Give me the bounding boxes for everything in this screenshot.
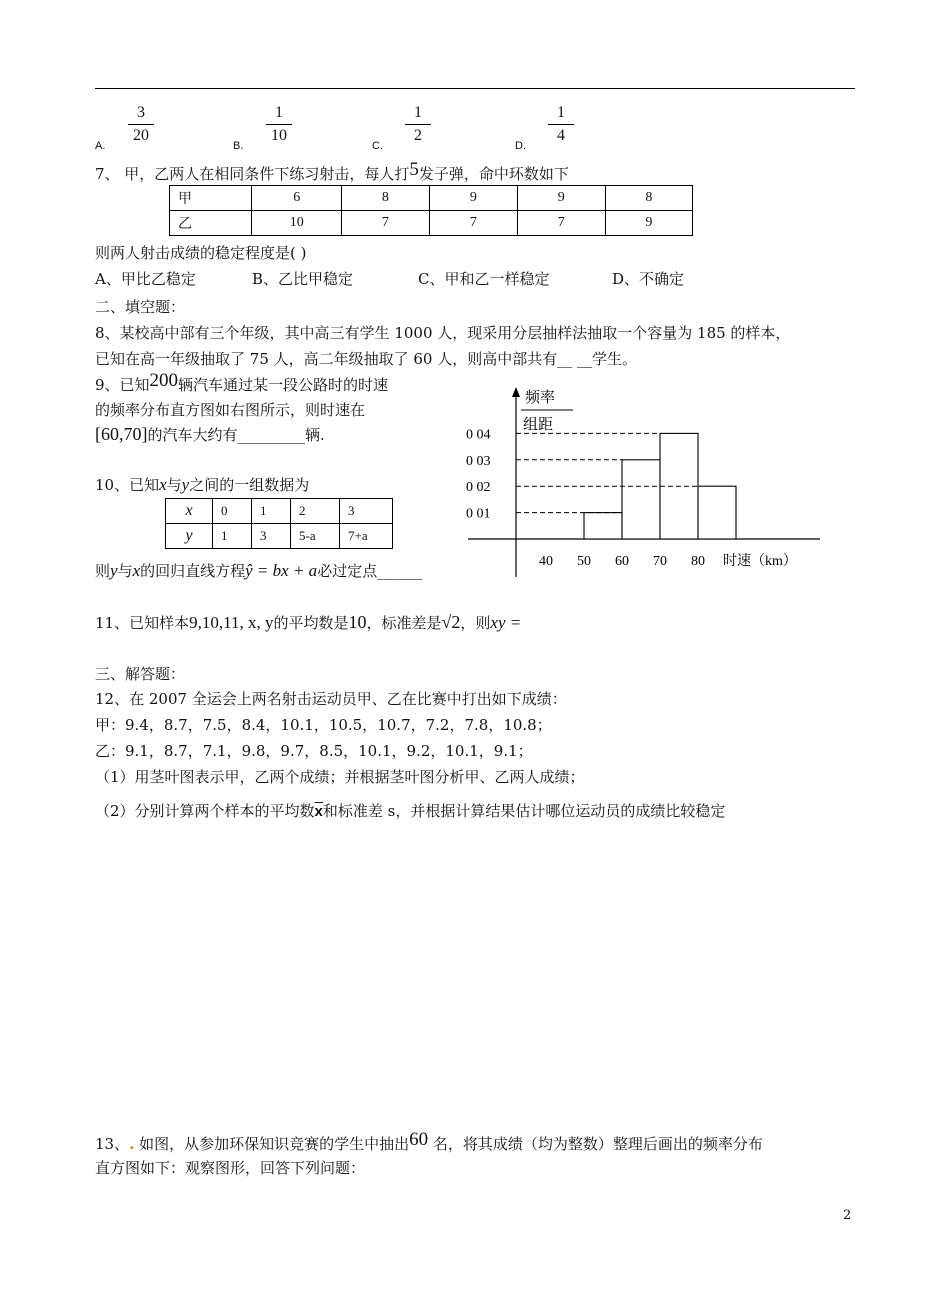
q13-b: 抽出	[379, 1135, 410, 1153]
table-cell: 1	[252, 499, 291, 524]
table-row	[170, 186, 693, 211]
q9-line3-text: 的汽车大约有_________辆.	[147, 426, 325, 444]
table-cell: 7	[341, 211, 429, 236]
y-tick-label: 0 04	[466, 427, 491, 443]
q7-option: A、甲比乙稳定	[95, 270, 196, 288]
q7-question: 则两人射击成绩的稳定程度是( )	[95, 244, 307, 262]
table-cell: 8	[341, 186, 429, 211]
q12-part2-a: （2）分别计算两个样本的平均数	[95, 802, 315, 820]
q10-ask-d: 必过定点______	[317, 562, 423, 580]
q9-car-count: 200	[149, 370, 179, 391]
q7-score-table	[169, 185, 693, 236]
q7-stem	[95, 159, 569, 185]
table-cell: 7+a	[340, 524, 393, 549]
q9-line1	[95, 370, 389, 396]
y-tick-label: 0 02	[466, 480, 491, 496]
fraction-numerator: 1	[275, 104, 283, 121]
fraction-denominator: 2	[414, 127, 422, 144]
q11-pre: 11、已知样本	[95, 614, 190, 632]
q7-shot-count: 5	[409, 159, 419, 180]
q10-ask	[95, 560, 422, 581]
histogram-bar	[584, 513, 622, 539]
q6-option-fraction	[124, 104, 158, 145]
q6-option-label: A.	[95, 140, 106, 152]
section-2-title: 二、填空题：	[95, 298, 186, 316]
q9-pre: 9、已知	[95, 376, 150, 394]
table-cell: 5-a	[291, 524, 340, 549]
q11-line	[95, 612, 521, 633]
y-label-top: 频率	[525, 390, 556, 406]
table-cell: 3	[252, 524, 291, 549]
table-cell: 9	[605, 211, 692, 236]
q6-option-label: C.	[372, 140, 383, 152]
q10-var-x: x	[159, 475, 167, 494]
q9-line3	[95, 424, 325, 445]
table-cell: 1	[213, 524, 252, 549]
q12-part1: （1）用茎叶图表示甲，乙两个成绩；并根据茎叶图分析甲、乙两人成绩；	[95, 768, 585, 786]
table-row	[166, 524, 393, 549]
fraction-denominator: 20	[133, 127, 149, 144]
q7-option: C、甲和乙一样稳定	[418, 270, 550, 288]
table-cell: 7	[429, 211, 517, 236]
q10-and: 与	[166, 476, 182, 494]
q13-line1	[95, 1129, 763, 1155]
q13-c: 名，将其成绩（均为整数）整理后画出的频率分布	[428, 1135, 763, 1153]
x-tick-label: 60	[615, 554, 629, 569]
fraction-denominator: 4	[557, 127, 565, 144]
q13-pre: 13、	[95, 1135, 130, 1153]
x-tick-label: 80	[691, 554, 705, 569]
q12-part2	[95, 800, 725, 821]
q11-ask: xy =	[490, 613, 522, 632]
q11-post: ，则	[460, 614, 491, 632]
q13-count: 60	[409, 1129, 429, 1150]
y-label-bottom: 组距	[523, 417, 554, 433]
q11-mid: 的平均数是	[273, 614, 349, 632]
q6-option-label: D.	[515, 140, 526, 152]
q10-ask-b: 与	[117, 562, 133, 580]
fraction-numerator: 1	[557, 104, 565, 121]
table-cell: 8	[605, 186, 692, 211]
section-3-title: 三、解答题：	[95, 665, 186, 683]
row-header: 乙	[170, 211, 252, 236]
fraction-numerator: 1	[414, 104, 422, 121]
table-cell: 9	[517, 186, 605, 211]
q13-a: 如图，从参加环保知识竞赛的学生中	[134, 1135, 380, 1153]
table-cell: 7	[517, 211, 605, 236]
table-cell: 2	[291, 499, 340, 524]
q10-post: 之间的一组数据为	[189, 476, 310, 494]
y-tick-label: 0 03	[466, 453, 491, 469]
q7-option: D、不确定	[612, 270, 685, 288]
q10-ask-y: y	[110, 561, 118, 580]
q11-sd: √2	[441, 612, 461, 632]
histogram-bar	[622, 460, 660, 539]
q8-line2: 已知在高一年级抽取了 75 人，高二年级抽取了 60 人，则高中部共有__ __学生。	[95, 350, 638, 368]
row-header: y	[166, 524, 213, 549]
q9-interval: [60,70]	[95, 424, 148, 444]
q10-pre: 10、已知	[95, 476, 160, 494]
row-header: 甲	[170, 186, 252, 211]
fraction-numerator: 3	[137, 104, 145, 121]
table-cell: 9	[429, 186, 517, 211]
x-axis-label: 时速（km）	[723, 554, 797, 569]
speed-histogram	[455, 383, 835, 583]
q8-line1: 8、某校高中部有三个年级，其中高三有学生 1000 人，现采用分层抽样法抽取一个容量为 185 的样本，	[95, 324, 791, 342]
q12-xbar: $\overline{x}$	[314, 803, 323, 820]
q11-mid2: ，标准差是	[366, 614, 442, 632]
q6-option-label: B.	[233, 140, 244, 152]
q6-option-fraction	[262, 104, 296, 145]
header-rule	[95, 88, 855, 89]
y-axis-arrow	[512, 387, 520, 397]
histogram-bar	[698, 486, 736, 539]
row-header: x	[166, 499, 213, 524]
fraction-denominator: 10	[271, 127, 287, 144]
q12-part2-b: 和标准差 s，并根据计算结果估计哪位运动员的成绩比较稳定	[322, 802, 726, 820]
table-cell: 10	[252, 211, 341, 236]
q10-var-y: y	[181, 475, 190, 494]
q11-mean: 10	[348, 612, 367, 632]
q9-line2: 的频率分布直方图如右图所示，则时速在	[95, 401, 366, 419]
q13-dot: .	[129, 1135, 135, 1153]
q10-ask-x: x	[132, 561, 141, 580]
y-tick-label: 0 01	[466, 506, 491, 522]
q10-data-table	[165, 498, 393, 549]
table-cell: 6	[252, 186, 341, 211]
table-row	[170, 211, 693, 236]
table-row	[166, 499, 393, 524]
q6-option-fraction	[544, 104, 578, 145]
q9-post: 辆汽车通过某一段公路时的时速	[178, 376, 389, 394]
q12-yi: 乙：9.1，8.7，7.1，9.8，9.7，8.5，10.1，9.2，10.1，9.1；	[95, 742, 533, 760]
q7-stem-text-2: 发子弹，命中环数如下	[418, 165, 569, 183]
q10-equation: ŷ = bx + a	[245, 561, 318, 580]
x-tick-label: 40	[539, 554, 553, 569]
q7-option: B、乙比甲稳定	[252, 270, 354, 288]
q6-option-fraction	[401, 104, 435, 145]
q12-jia: 甲：9.4，8.7，7.5，8.4，10.1，10.5，10.7，7.2，7.8，10.8；	[95, 716, 552, 734]
x-tick-label: 70	[653, 554, 667, 569]
q12-line1: 12、在 2007 全运会上两名射击运动员甲、乙在比赛中打出如下成绩：	[95, 690, 567, 708]
x-tick-label: 50	[577, 554, 591, 569]
q10-ask-c: 的回归直线方程	[140, 562, 246, 580]
table-cell: 3	[340, 499, 393, 524]
q10-ask-a: 则	[95, 562, 111, 580]
q10-line1	[95, 474, 309, 495]
page-number: 2	[843, 1208, 852, 1223]
table-cell: 0	[213, 499, 252, 524]
q7-stem-text: 7、 甲，乙两人在相同条件下练习射击，每人打	[95, 165, 410, 183]
q13-line2: 直方图如下：观察图形，回答下列问题：	[95, 1159, 366, 1177]
q11-sample: 9,10,11, x, y	[189, 613, 274, 632]
